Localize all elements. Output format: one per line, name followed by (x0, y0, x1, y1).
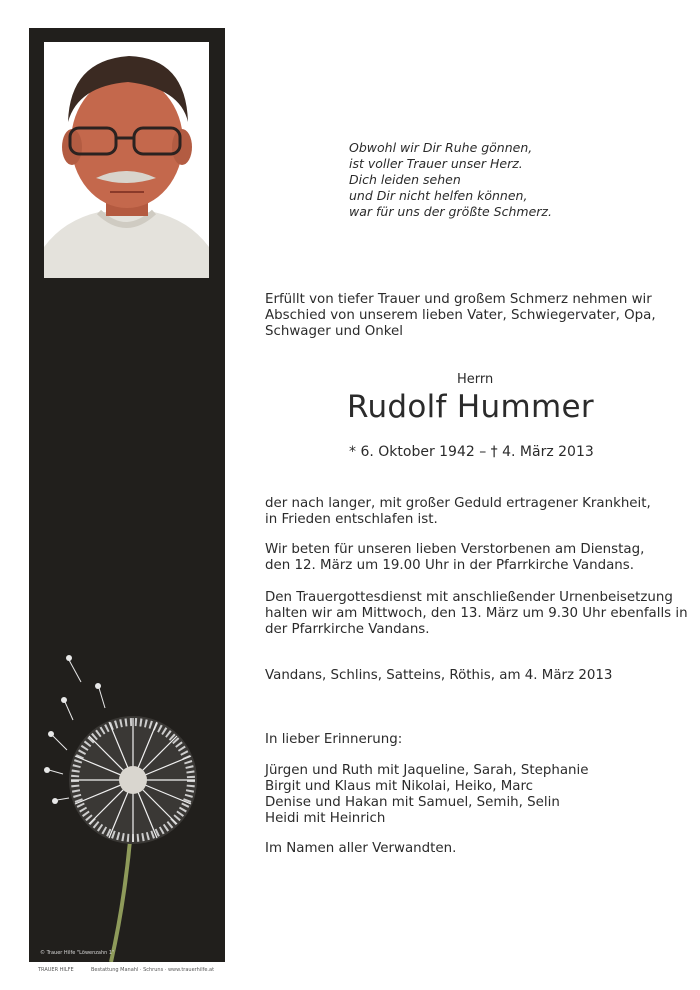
intro-line: Erfüllt von tiefer Trauer und großem Schmerz nehmen wir (265, 292, 652, 307)
deceased-name: Rudolf Hummer (347, 389, 594, 425)
closing (265, 841, 456, 857)
intro-line: Schwager und Onkel (265, 324, 403, 339)
memory-heading-line: In lieber Erinnerung: (265, 732, 403, 747)
dandelion-image (29, 640, 225, 962)
service-paragraph (265, 590, 688, 638)
illness-line: der nach langer, mit großer Geduld ertragener Krankheit, (265, 496, 651, 511)
service-line: halten wir am Mittwoch, den 13. März um 9.30 Uhr ebenfalls in (265, 606, 688, 621)
poem-line: ist voller Trauer unser Herz. (349, 156, 523, 171)
mourner-line: Heidi mit Heinrich (265, 811, 386, 826)
illness-paragraph (265, 496, 651, 528)
service-line: der Pfarrkirche Vandans. (265, 622, 430, 637)
life-dates: * 6. Oktober 1942 – † 4. März 2013 (349, 444, 594, 460)
mourner-line: Jürgen und Ruth mit Jaqueline, Sarah, Stephanie (265, 763, 589, 778)
prayer-line: Wir beten für unseren lieben Verstorbenen am Dienstag, (265, 542, 645, 557)
place-date (265, 668, 612, 684)
mourners-list (265, 763, 588, 827)
portrait-photo (44, 42, 209, 278)
mourner-line: Denise und Hakan mit Samuel, Semih, Selin (265, 795, 560, 810)
prayer-paragraph (265, 542, 644, 574)
poem-line: und Dir nicht helfen können, (349, 188, 528, 203)
poem (349, 140, 552, 220)
memory-heading (265, 732, 402, 748)
poem-line: Obwohl wir Dir Ruhe gönnen, (349, 140, 533, 155)
poem-line: war für uns der größte Schmerz. (349, 204, 552, 219)
prayer-line: den 12. März um 19.00 Uhr in der Pfarrkirche Vandans. (265, 558, 635, 573)
salutation: Herrn (457, 372, 494, 387)
intro-paragraph (265, 292, 656, 340)
footer-brand: TRAUER HILFE (38, 967, 74, 973)
mourner-line: Birgit und Klaus mit Nikolai, Heiko, Marc (265, 779, 534, 794)
intro-line: Abschied von unserem lieben Vater, Schwiegervater, Opa, (265, 308, 656, 323)
closing-line: Im Namen aller Verwandten. (265, 841, 457, 856)
service-line: Den Trauergottesdienst mit anschließender Urnenbeisetzung (265, 590, 673, 605)
poem-line: Dich leiden sehen (349, 172, 461, 187)
place-date-line: Vandans, Schlins, Satteins, Röthis, am 4. März 2013 (265, 668, 613, 683)
illness-line: in Frieden entschlafen ist. (265, 512, 438, 527)
image-copyright: © Trauer Hilfe "Löwenzahn 1" (40, 950, 115, 956)
footer-funeral-home: Bestattung Manahl · Schruns · www.trauerhilfe.at (91, 967, 215, 973)
